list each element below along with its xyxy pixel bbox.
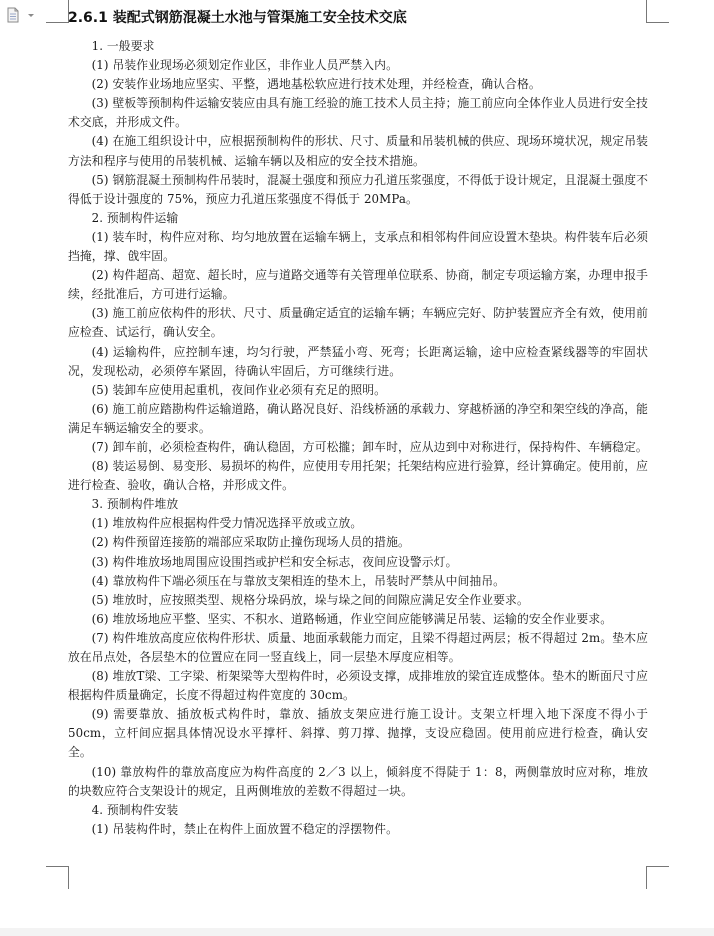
paragraph: (6) 施工前应踏勘构件运输道路，确认路况良好、沿线桥涵的承载力、穿越桥涵的净空和架空线的净高，能满足车辆运输安全的要求。 [68, 401, 648, 435]
document-icon[interactable] [6, 7, 36, 23]
paragraph: (3) 施工前应依构件的形状、尺寸、质量确定适宜的运输车辆；车辆应完好、防护装置应齐全有效，使用前应检查、试运行，确认安全。 [68, 306, 648, 340]
heading-general-requirements: 1. 一般要求 [91, 39, 155, 53]
paragraph: (4) 运输构件，应控制车速，均匀行驶，严禁猛小弯、死弯；长距离运输，途中应检查紧线器等的牢固状况，发现松动，必须停车紧固，待确认牢固后，方可继续行进。 [68, 344, 648, 378]
paragraph: (4) 靠放构件下端必须压在与靠放支架相连的垫木上，吊装时严禁从中间抽吊。 [91, 573, 506, 588]
heading-stacking: 3. 预制构件堆放 [91, 497, 179, 512]
paragraph: (10) 靠放构件的靠放高度应为构件高度的 2／3 以上，倾斜度不得陡于 1：8，两侧靠放时应对称，堆放的块数应符合支架设计的规定，且两侧堆放的差数不得超过一块。 [68, 764, 648, 798]
paragraph: (7) 构件堆放高度应依构件形状、质量、地面承载能力而定，且梁不得超过两层；板不得超过 2m。垫木应放在吊点处，各层垫木的位置应在同一竖直线上，同一层垫木厚度应相等。 [68, 630, 648, 664]
heading-installation: 4. 预制构件安装 [91, 802, 179, 817]
paragraph: (2) 构件预留连接筋的端部应采取防止撞伤现场人员的措施。 [91, 535, 410, 550]
heading-transport: 2. 预制构件运输 [91, 210, 179, 225]
paragraph: (9) 需要靠放、插放板式构件时，靠放、插放支架应进行施工设计。支架立杆埋入地下深度不得小于 50cm，立杆间应据具体情况设水平撑杆、斜撑、剪刀撑、抛撑，支设应稳固。使用前应进行检查，确认安全。 [68, 707, 648, 760]
page-corner-mark-bottom-right [646, 866, 669, 889]
paragraph: (7) 卸车前，必须检查构件，确认稳固，方可松攏；卸车时，应从边到中对称进行，保持构件、车辆稳定。 [91, 439, 648, 454]
paragraph: (1) 吊装构件时，禁止在构件上面放置不稳定的浮摆物件。 [91, 821, 398, 836]
paragraph: (5) 钢筋混凝土预制构件吊装时，混凝土强度和预应力孔道压浆强度，不得低于设计规定，且混凝土强度不得低于设计强度的 75%，预应力孔道压浆强度不得低于 20MPa。 [68, 172, 648, 206]
paragraph: (3) 构件堆放场地周围应设围挡或护栏和安全标志，夜间应设警示灯。 [91, 554, 458, 569]
paragraph: (6) 堆放场地应平整、坚实、不积水、道路畅通，作业空间应能够满足吊装、运输的安全作业要求。 [91, 611, 613, 626]
paragraph: (2) 安装作业场地应坚实、平整，遇地基松软应进行技术处理，并经检查，确认合格。 [91, 77, 541, 92]
page-bottom-edge [0, 928, 714, 936]
paragraph: (5) 装卸车应使用起重机，夜间作业必须有充足的照明。 [91, 382, 387, 397]
paragraph: (5) 堆放时，应按照类型、规格分垛码放，垛与垛之间的间隙应满足安全作业要求。 [91, 592, 529, 607]
paragraph: (1) 堆放构件应根据构件受力情况选择平放或立放。 [91, 516, 363, 531]
paragraph: (2) 构件超高、超宽、超长时，应与道路交通等有关管理单位联系、协商，制定专项运输方案，办理申报手续，经批准后，方可进行运输。 [68, 268, 648, 302]
paragraph: (8) 堆放T梁、工字梁、桁架梁等大型构件时，必须设支撑，成排堆放的梁宜连成整体。垫木的断面尺寸应根据构件质量确定，长度不得超过构件宽度的 30cm。 [68, 669, 648, 703]
page-corner-mark-top-right [646, 0, 669, 23]
paragraph: (4) 在施工组织设计中，应根据预制构件的形状、尺寸、质量和吊装机械的供应、现场环境状况，规定吊装方法和程序与使用的吊装机械、运输车辆以及相应的安全技术措施。 [68, 134, 648, 168]
section-title: 2.6.1 装配式钢筋混凝土水池与管渠施工安全技术交底 [68, 10, 407, 26]
paragraph: (1) 装车时，构件应对称、均匀地放置在运输车辆上，支承点和相邻构件间应设置木垫块。构件装车后必须挡掩，撑、戗牢固。 [68, 229, 648, 264]
paragraph: (8) 装运易倒、易变形、易损坏的构件，应使用专用托架；托架结构应进行验算，经计算确定。使用前，应进行检查、验收，确认合格，并形成文件。 [68, 459, 648, 493]
paragraph: (3) 壁板等预制构件运输安装应由具有施工经验的施工技术人员主持；施工前应向全体作业人员进行安全技术交底，并形成文件。 [68, 96, 648, 130]
document-body [68, 8, 648, 839]
page-corner-mark-top-left [46, 0, 69, 23]
page-corner-mark-bottom-left [46, 866, 69, 889]
paragraph: (1) 吊装作业现场必须划定作业区，非作业人员严禁入内。 [91, 58, 398, 73]
